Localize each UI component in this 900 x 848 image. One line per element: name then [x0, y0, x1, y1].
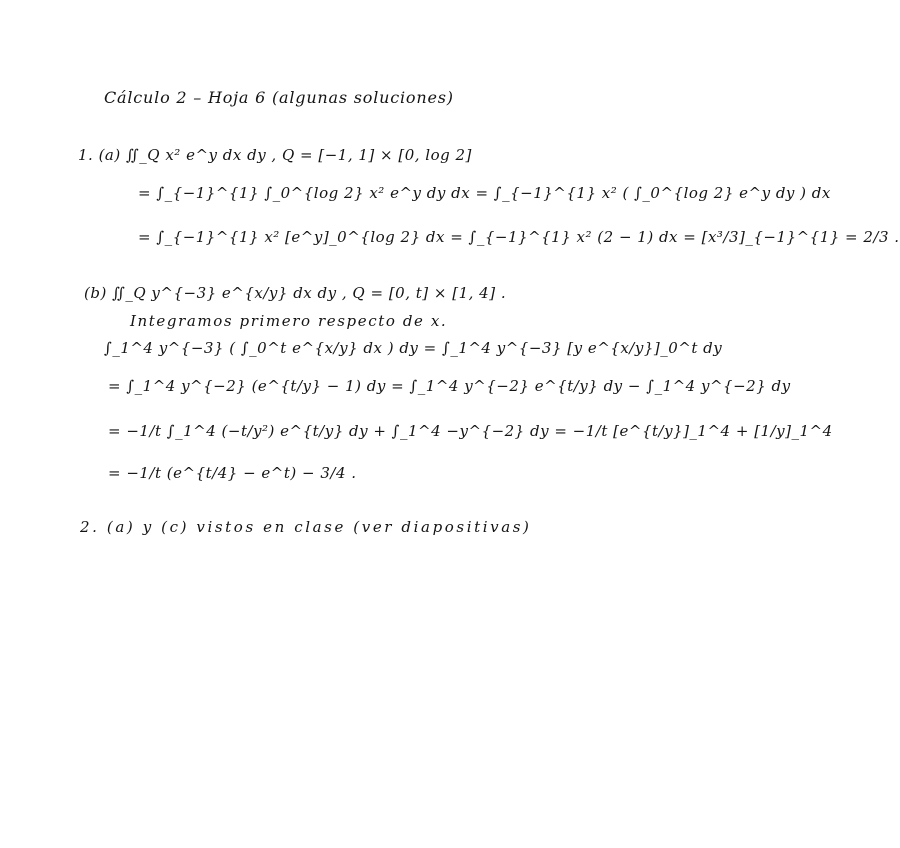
problem-1b-step-2: = ∫_1^4 y^{−2} (e^{t/y} − 1) dy = ∫_1^4 y^{−2} e^{t/y} dy − ∫_1^4 y^{−2} dy [108, 377, 791, 395]
problem-1b-step-3: = −1/t ∫_1^4 (−t/y²) e^{t/y} dy + ∫_1^4 −y^{−2} dy = −1/t [e^{t/y}]_1^4 + [1/y]_1^4 [108, 422, 833, 440]
problem-1b-note: Integramos primero respecto de x. [130, 312, 448, 330]
problem-1a-step-1: = ∫_{−1}^{1} ∫_0^{log 2} x² e^y dy dx = ∫_{−1}^{1} x² ( ∫_0^{log 2} e^y dy ) dx [138, 184, 831, 202]
problem-2-text: 2. (a) y (c) vistos en clase (ver diapositivas) [80, 518, 532, 536]
problem-1b-step-1: ∫_1^4 y^{−3} ( ∫_0^t e^{x/y} dx ) dy = ∫_1^4 y^{−3} [y e^{x/y}]_0^t dy [104, 339, 723, 357]
problem-1b-result: = −1/t (e^{t/4} − e^t) − 3/4 . [108, 464, 357, 482]
problem-1a-statement: 1. (a) ∬_Q x² e^y dx dy , Q = [−1, 1] × [0, log 2] [78, 146, 472, 164]
page-title: Cálculo 2 – Hoja 6 (algunas soluciones) [104, 88, 454, 107]
problem-1a-step-2: = ∫_{−1}^{1} x² [e^y]_0^{log 2} dx = ∫_{−1}^{1} x² (2 − 1) dx = [x³/3]_{−1}^{1} = 2/3 . [138, 228, 900, 246]
problem-1b-statement: (b) ∬_Q y^{−3} e^{x/y} dx dy , Q = [0, t] × [1, 4] . [84, 284, 507, 302]
